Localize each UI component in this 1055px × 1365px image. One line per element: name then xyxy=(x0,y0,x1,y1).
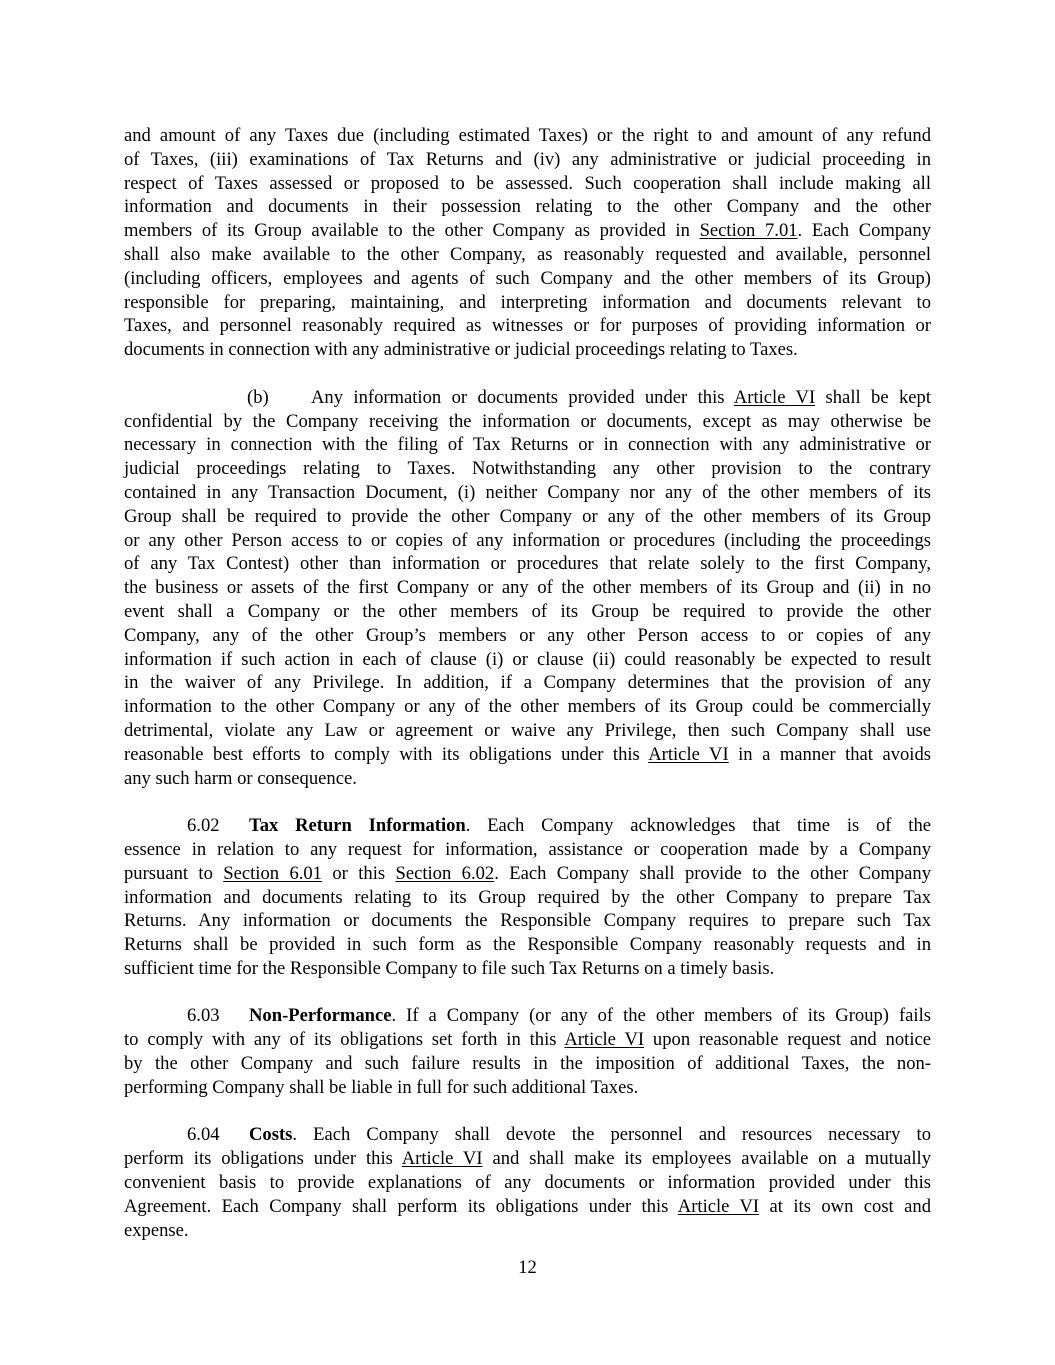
text-line xyxy=(124,529,931,553)
text-line xyxy=(124,1052,931,1076)
text-segment: information and documents relating to its Group required by the other Company to prepare Tax xyxy=(124,886,931,908)
text-line xyxy=(124,172,931,196)
paragraph xyxy=(124,1123,931,1242)
text-line xyxy=(124,219,931,243)
cross-reference: Article VI xyxy=(648,743,729,765)
text-line xyxy=(124,648,931,672)
paragraph xyxy=(124,814,931,981)
text-segment: contained in any Transaction Document, (i) neither Company nor any of the other members of its xyxy=(124,481,931,503)
section-heading: Costs xyxy=(249,1124,293,1146)
section-heading: Non-Performance xyxy=(249,1005,392,1027)
text-line xyxy=(124,814,931,838)
text-line xyxy=(124,552,931,576)
text-segment: . Each Company xyxy=(797,220,931,242)
text-line xyxy=(124,600,931,624)
text-line xyxy=(124,957,931,981)
text-segment: Returns. Any information or documents the Responsible Company requires to prepare such Tax xyxy=(124,910,931,932)
text-line xyxy=(124,719,931,743)
text-segment: in a manner that avoids xyxy=(728,743,931,765)
text-segment: Returns shall be provided in such form as the Responsible Company reasonably requests and in xyxy=(124,934,931,956)
cross-reference: Section 6.01 xyxy=(223,862,322,884)
text-segment: of Taxes, (iii) examinations of Tax Returns and (iv) any administrative or judicial proceeding in xyxy=(124,148,931,170)
text-segment: Taxes, and personnel reasonably required as witnesses or for purposes of providing information or xyxy=(124,315,931,337)
text-segment: convenient basis to provide explanations of any documents or information provided under this xyxy=(124,1172,931,1194)
text-line xyxy=(124,195,931,219)
text-segment: by the other Company and such failure results in the imposition of additional Taxes, the non- xyxy=(124,1053,931,1075)
text-segment: . Each Company shall provide to the other Company xyxy=(494,862,931,884)
text-segment: or any other Person access to or copies of any information or procedures (including the proceedings xyxy=(124,529,931,551)
text-segment: in the waiver of any Privilege. In addition, if a Company determines that the provision of any xyxy=(124,672,931,694)
text-segment: event shall a Company or the other members of its Group be required to provide the other xyxy=(124,600,931,622)
text-line xyxy=(124,1219,931,1243)
text-segment: sufficient time for the Responsible Company to file such Tax Returns on a timely basis. xyxy=(124,957,775,979)
cross-reference: Article VI xyxy=(733,386,816,408)
cross-reference: Section 7.01 xyxy=(699,220,798,242)
text-segment: to comply with any of its obligations set forth in this xyxy=(124,1029,565,1051)
cross-reference: Article VI xyxy=(564,1029,645,1051)
section-number: (b) xyxy=(247,386,269,408)
text-segment: pursuant to xyxy=(124,862,224,884)
text-segment: shall also make available to the other Company, as reasonably requested and available, personnel xyxy=(124,243,931,265)
paragraph xyxy=(124,124,931,362)
text-line xyxy=(124,1147,931,1171)
text-segment: Any information or documents provided under this xyxy=(311,386,734,408)
text-line xyxy=(124,124,931,148)
text-line xyxy=(124,862,931,886)
text-line xyxy=(124,433,931,457)
text-line xyxy=(124,624,931,648)
section-number: 6.02 xyxy=(187,815,220,837)
text-line xyxy=(124,291,931,315)
section-heading: Tax Return Information xyxy=(249,815,466,837)
text-segment: of any Tax Contest) other than information or procedures that relate solely to the first Company, xyxy=(124,553,931,575)
text-line xyxy=(124,933,931,957)
text-line xyxy=(124,148,931,172)
text-segment: any such harm or consequence. xyxy=(124,767,357,789)
text-segment: (including officers, employees and agents of such Company and the other members of its Group) xyxy=(124,267,931,289)
text-segment: at its own cost and xyxy=(759,1195,931,1217)
text-line xyxy=(124,1004,931,1028)
text-line xyxy=(124,505,931,529)
text-line xyxy=(124,1195,931,1219)
cross-reference: Article VI xyxy=(677,1195,760,1217)
text-segment: information to the other Company or any of the other members of its Group could be commercially xyxy=(124,696,931,718)
section-number: 6.04 xyxy=(187,1124,220,1146)
cross-reference: Section 6.02 xyxy=(395,862,495,884)
text-line xyxy=(124,338,931,362)
paragraph xyxy=(124,386,931,791)
text-line xyxy=(124,410,931,434)
section-number: 6.03 xyxy=(187,1005,220,1027)
cross-reference: Article VI xyxy=(401,1148,483,1170)
text-segment: essence in relation to any request for information, assistance or cooperation made by a Company xyxy=(124,838,931,860)
text-segment: and shall make its employees available on a mutually xyxy=(482,1148,931,1170)
text-segment: detrimental, violate any Law or agreement or waive any Privilege, then such Company shall use xyxy=(124,719,931,741)
text-segment: documents in connection with any administrative or judicial proceedings relating to Taxes. xyxy=(124,339,798,361)
text-line xyxy=(124,838,931,862)
text-segment: the business or assets of the first Company or any of the other members of its Group and (ii) in no xyxy=(124,577,931,599)
text-segment: information if such action in each of clause (i) or clause (ii) could reasonably be expected to result xyxy=(124,648,931,670)
text-line xyxy=(124,909,931,933)
text-line xyxy=(124,1076,931,1100)
text-segment: respect of Taxes assessed or proposed to be assessed. Such cooperation shall include making all xyxy=(124,172,931,194)
text-segment: . Each Company shall devote the personnel and resources necessary to xyxy=(292,1124,931,1146)
text-line xyxy=(124,671,931,695)
text-segment: and amount of any Taxes due (including estimated Taxes) or the right to and amount of any refund xyxy=(124,125,931,146)
text-segment: performing Company shall be liable in full for such additional Taxes. xyxy=(124,1076,639,1098)
text-segment: perform its obligations under this xyxy=(124,1148,402,1170)
text-segment: Group shall be required to provide the other Company or any of the other members of its Group xyxy=(124,505,931,527)
text-line xyxy=(124,695,931,719)
text-segment: information and documents in their possession relating to the other Company and the other xyxy=(124,196,931,218)
text-segment: expense. xyxy=(124,1219,189,1241)
text-segment: reasonable best efforts to comply with its obligations under this xyxy=(124,743,649,765)
text-line xyxy=(124,457,931,481)
text-line xyxy=(124,481,931,505)
text-line xyxy=(124,886,931,910)
text-line xyxy=(124,576,931,600)
text-segment: members of its Group available to the other Company as provided in xyxy=(124,220,700,242)
text-line xyxy=(124,243,931,267)
text-segment: . If a Company (or any of the other members of its Group) fails xyxy=(391,1005,931,1027)
page-number: 12 xyxy=(518,1257,537,1278)
text-segment: Company, any of the other Group’s members or any other Person access to or copies of any xyxy=(124,624,931,646)
text-line xyxy=(124,1171,931,1195)
text-line xyxy=(124,1123,931,1147)
text-segment: shall be kept xyxy=(815,386,931,408)
text-segment: Agreement. Each Company shall perform its obligations under this xyxy=(124,1195,678,1217)
paragraph xyxy=(124,1004,931,1099)
text-line xyxy=(124,314,931,338)
text-segment: confidential by the Company receiving the information or documents, except as may otherwise be xyxy=(124,410,931,432)
text-segment: or this xyxy=(321,862,396,884)
text-segment: judicial proceedings relating to Taxes. Notwithstanding any other provision to the contrary xyxy=(124,458,931,480)
text-line xyxy=(124,386,931,410)
text-segment: . Each Company acknowledges that time is of the xyxy=(465,815,931,837)
text-line xyxy=(124,743,931,767)
text-line xyxy=(124,767,931,791)
text-line xyxy=(124,1028,931,1052)
text-segment: upon reasonable request and notice xyxy=(644,1029,931,1051)
document-body xyxy=(124,124,931,1266)
text-segment: responsible for preparing, maintaining, and interpreting information and documents relevant to xyxy=(124,291,931,313)
text-line xyxy=(124,267,931,291)
text-segment: necessary in connection with the filing of Tax Returns or in connection with any administrative or xyxy=(124,434,931,456)
